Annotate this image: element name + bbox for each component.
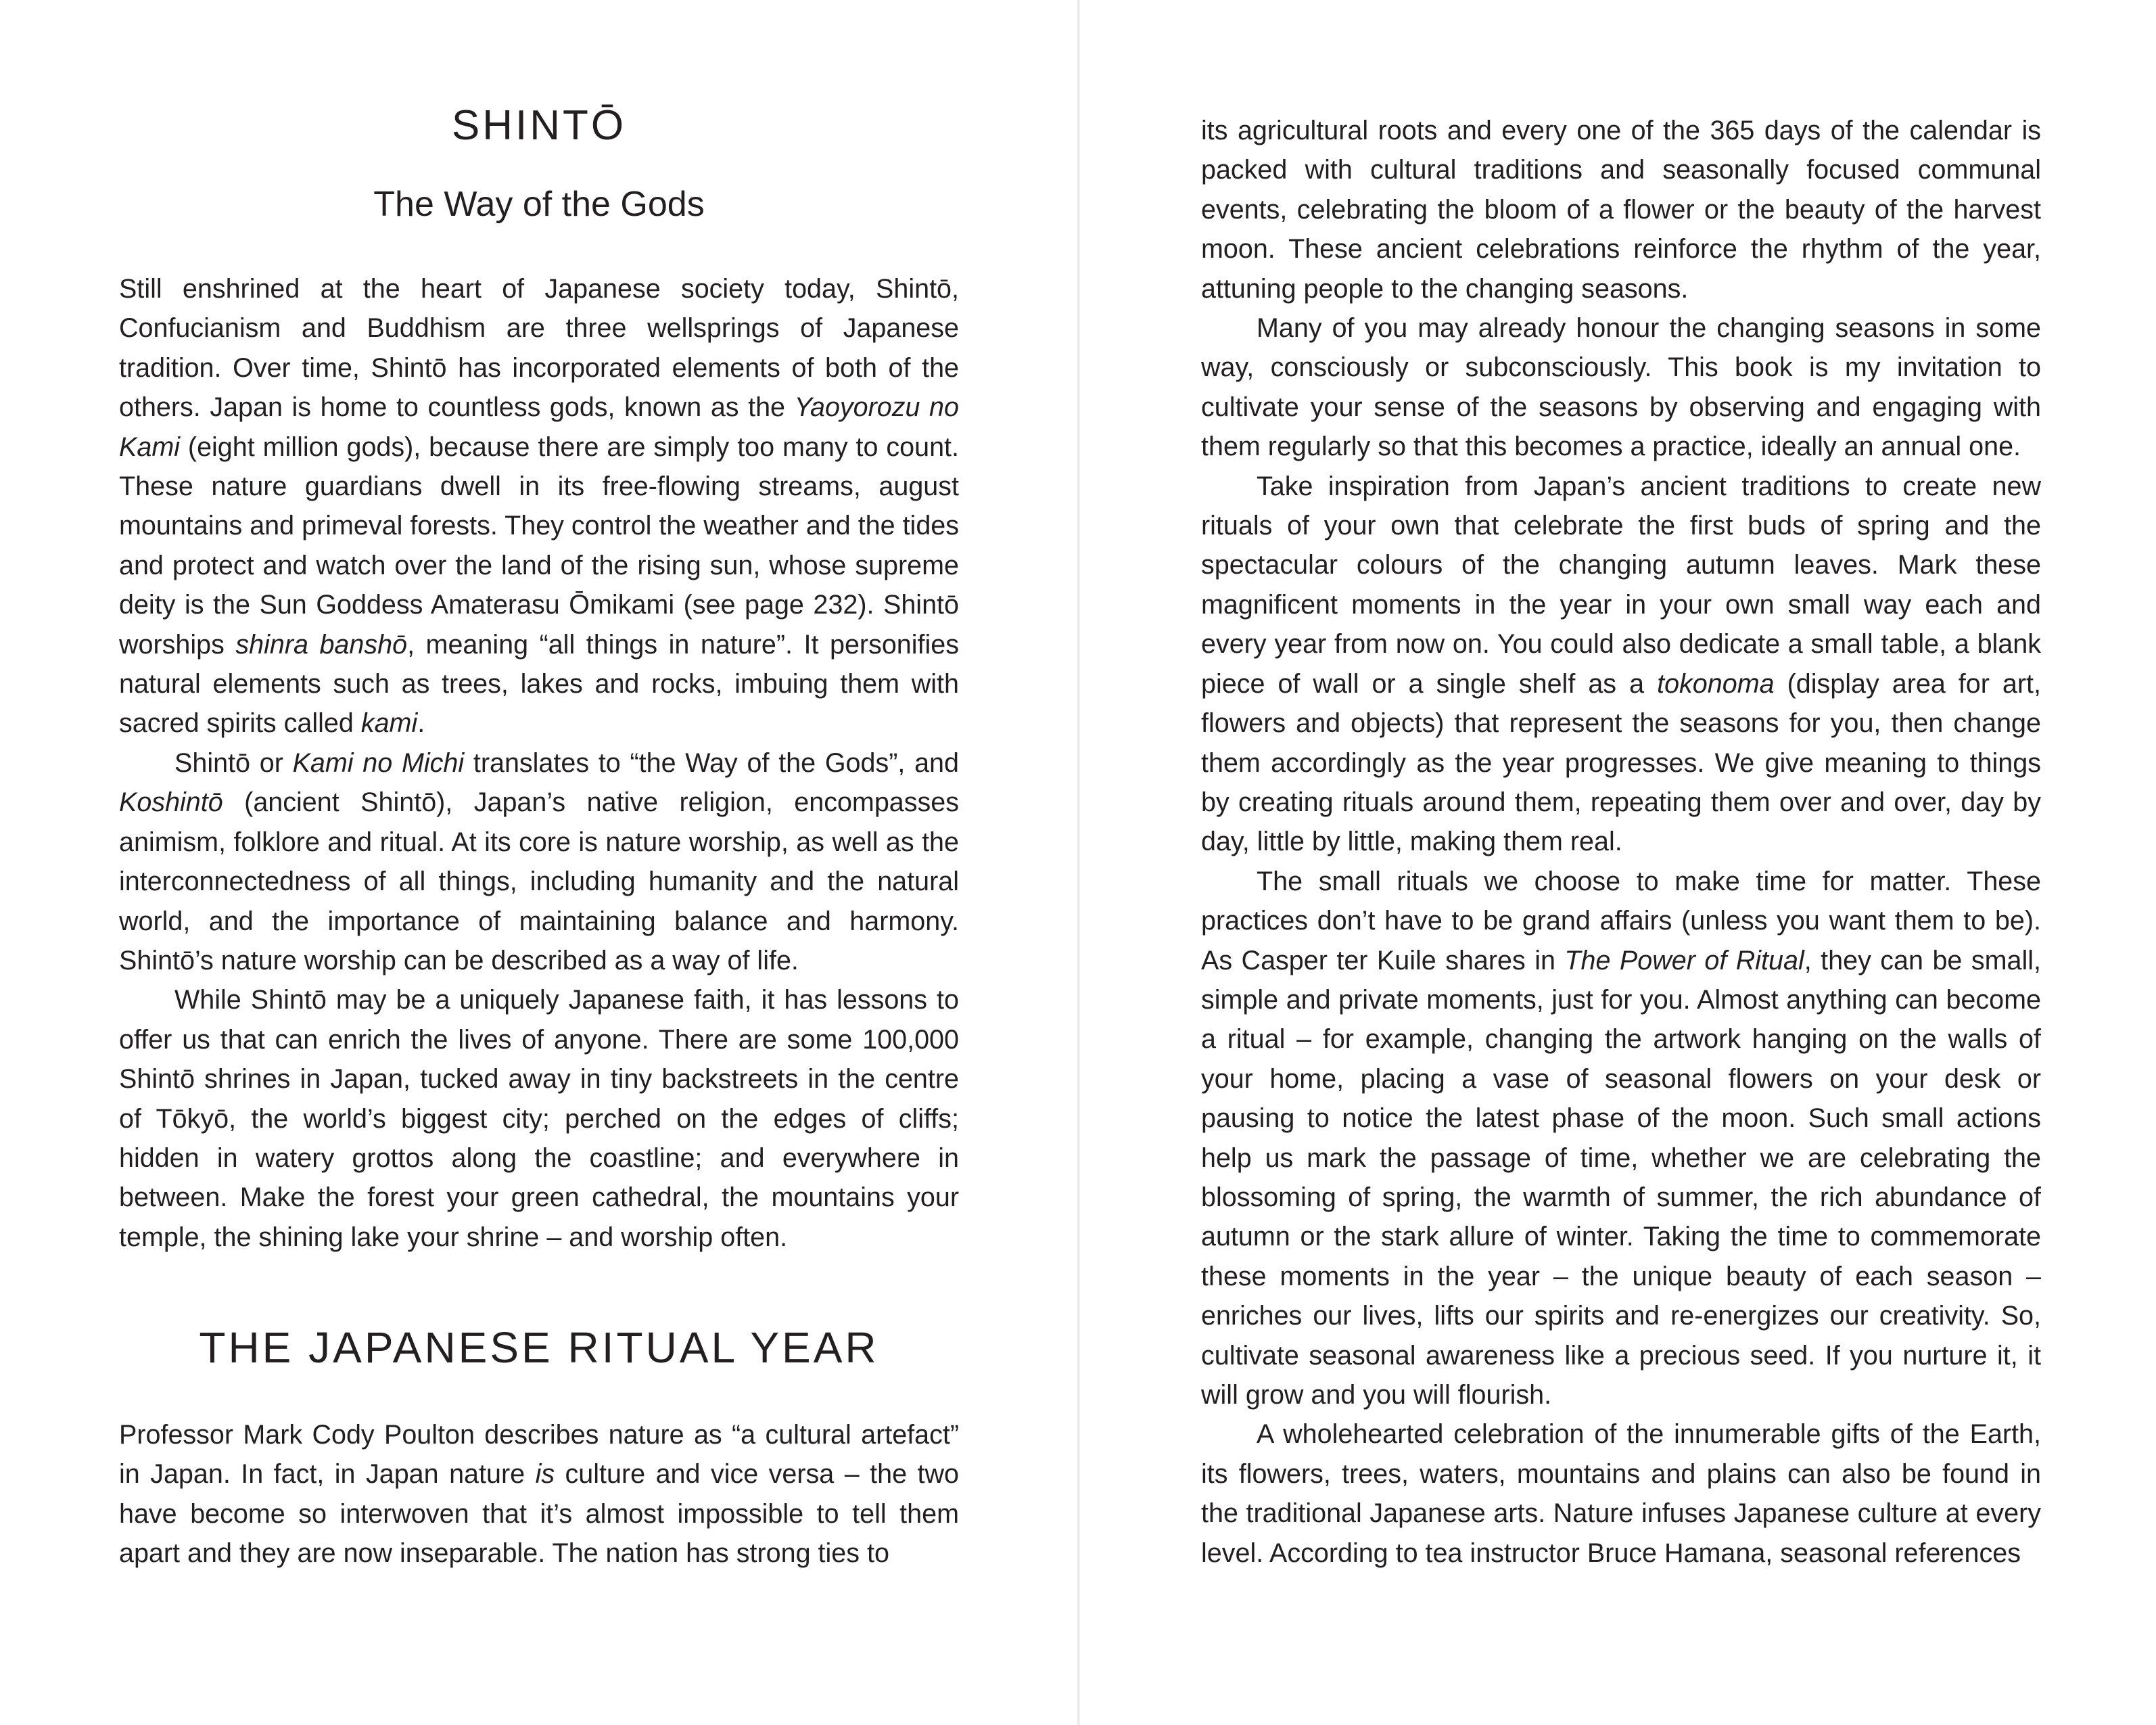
paragraph: Many of you may already honour the changing seasons in some way, consciously or subconsciously. This book is my invitation to cultivate your sense of the seasons by observing and engaging with them regularly so that this becomes a practice, ideally an annual one. [1201,313,2041,462]
paragraph: A wholehearted celebration of the innumerable gifts of the Earth, its flowers, trees, waters, mountains and plains can also be found in the traditional Japanese arts. Nature infuses Japanese culture at every level. According to tea instructor Bruce Hamana, seasonal references [1201,1419,2041,1568]
section-subheading: The Way of the Gods [373,185,705,224]
paragraph: Still enshrined at the heart of Japanese society today, Shintō, Confucianism and Buddhism are three wellsprings of Japanese tradition. Over time, Shintō has incorporated elements of both of the others. Japan is home to countless gods, known as the Yaoyorozu no Kami (eight million gods), because there are simply too many to count. These nature guardians dwell in its free-flowing streams, august mountains and primeval forests. They control the weather and the tides and protect and watch over the land of the rising sun, whose supreme deity is the Sun Goddess Amaterasu Ōmikami (see page 232). Shintō worships shinra banshō, meaning “all things in nature”. It personifies natural elements such as trees, lakes and rocks, imbuing them with sacred spirits called kami. [119,274,960,739]
italic-term: tokonoma [1657,668,1775,699]
italic-term: Koshintō [119,787,223,818]
paragraph: While Shintō may be a uniquely Japanese faith, it has lessons to offer us that can enrich the lives of anyone. There are some 100,000 Shintō shrines in Japan, tucked away in tiny backstreets in the centre of Tōkyō, the world’s biggest city; perched on the edges of cliffs; hidden in watery grottos along the coastline; and everywhere in between. Make the forest your green cathedral, the mountains your temple, the shining lake your shrine – and worship often. [119,985,959,1252]
paragraph: Professor Mark Cody Poulton describes nature as “a cultural artefact” in Japan. In fact, in Japan nature is culture and vice versa – the two have become so interwoven that it’s almost impossible to tell them apart and they are now inseparable. The nation has strong ties to [119,1420,959,1569]
section-heading-shinto: SHINTŌ [451,102,627,149]
italic-term: is [535,1459,555,1490]
paragraph: its agricultural roots and every one of the 365 days of the calendar is packed with cultural traditions and seasonally focused communal events, celebrating the bloom of a flower or the beauty of the harvest moon. These ancient celebrations reinforce the rhythm of the year, attuning people to the changing seasons. [1201,116,2041,304]
right-page [1201,0,2041,1725]
paragraph: The small rituals we choose to make time for matter. These practices don’t have to be grand affairs (unless you want them to be). As Casper ter Kuile shares in The Power of Ritual, they can be small, simple and private moments, just for you. Almost anything can become a ritual – for example, changing the artwork hanging on the walls of your home, placing a vase of seasonal flowers on your desk or pausing to notice the latest phase of the moon. Such small actions help us mark the passage of time, whether we are celebrating the blossoming of spring, the warmth of summer, the rich abundance of autumn or the stark allure of winter. Taking the time to commemorate these moments in the year – the unique beauty of each season – enriches our lives, lifts our spirits and re-energizes our creativity. So, cultivate seasonal awareness like a precious seed. If you nurture it, it will grow and you will flourish. [1201,866,2041,1410]
italic-term: shinra banshō [235,629,408,660]
page-gutter [1077,0,1080,1725]
left-page [119,0,959,1725]
italic-term: kami [360,708,418,739]
shinto-text-block [119,269,959,1257]
right-text-block [1201,111,2041,1573]
italic-term: The Power of Ritual [1564,945,1804,975]
italic-term: Kami no Michi [292,748,465,778]
ritual-year-text-block [119,1415,959,1573]
paragraph: Take inspiration from Japan’s ancient traditions to create new rituals of your own that celebrate the first buds of spring and the spectacular colours of the changing autumn leaves. Mark these magnificent moments in the year in your own small way each and every year from now on. You could also dedicate a small table, a blank piece of wall or a single shelf as a tokonoma (display area for art, flowers and objects) that represent the seasons for you, then change them accordingly as the year progresses. We give meaning to things by creating rituals around them, repeating them over and over, day by day, little by little, making them real. [1201,471,2042,857]
section-heading-ritual-year: THE JAPANESE RITUAL YEAR [199,1323,879,1372]
paragraph: Shintō or Kami no Michi translates to “the Way of the Gods”, and Koshintō (ancient Shintō), Japan’s native religion, encompasses animism, folklore and ritual. At its core is nature worship, as well as the interconnectedness of all things, including humanity and the natural world, and the importance of maintaining balance and harmony. Shintō’s nature worship can be described as a way of life. [119,748,959,975]
italic-term: Yaoyorozu no Kami [119,392,959,462]
